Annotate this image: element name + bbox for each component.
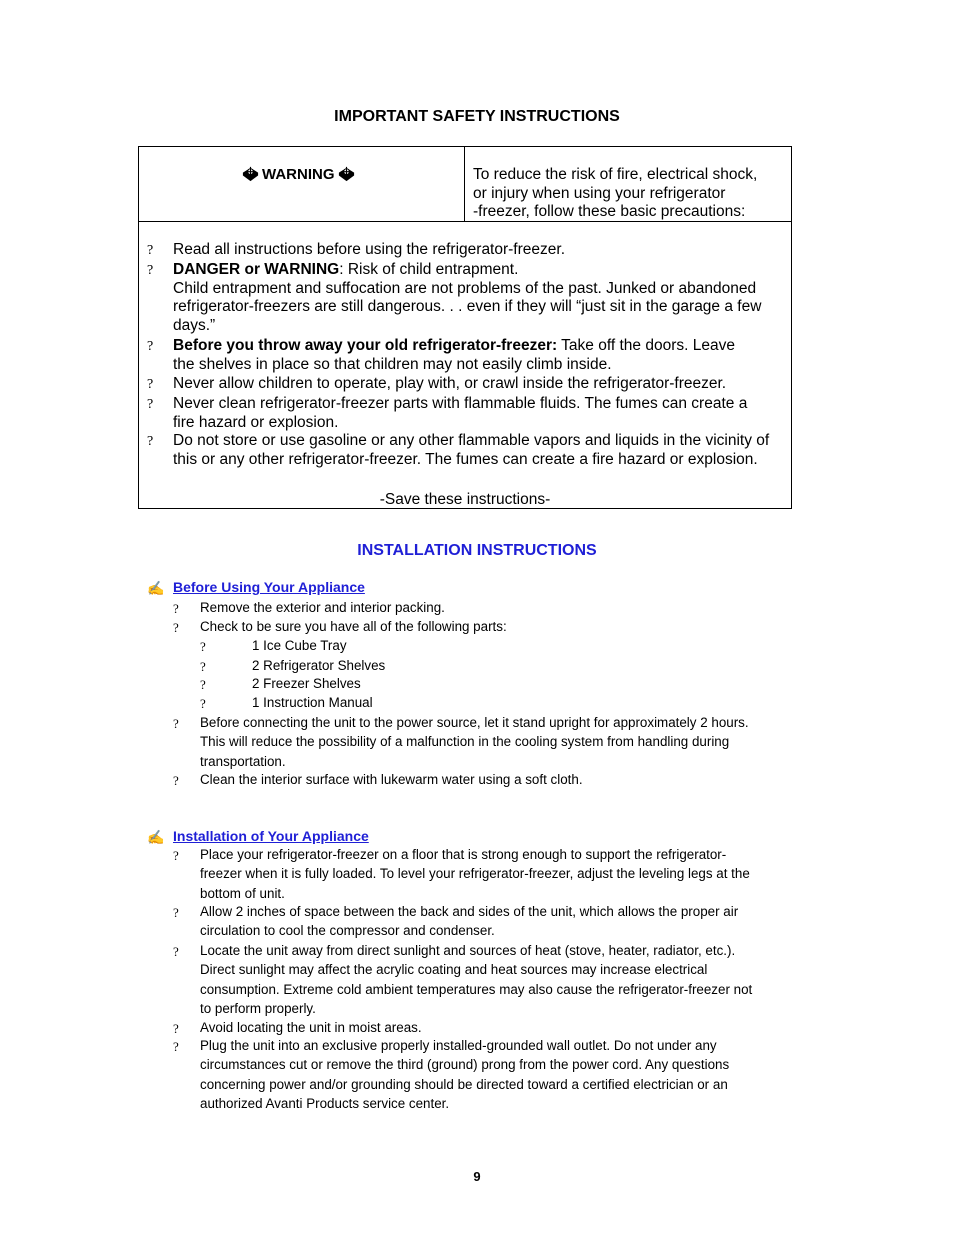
item-line: transportation. xyxy=(200,753,286,769)
bullet: ? xyxy=(173,848,179,863)
item-line: : Risk of child entrapment. xyxy=(339,261,519,278)
item-line: Take off the doors. Leave xyxy=(557,337,735,354)
bullet: ? xyxy=(173,1021,179,1036)
writing-hand-icon: ✍ xyxy=(147,829,165,845)
item-line: fire hazard or explosion. xyxy=(173,413,339,431)
bullet: ? xyxy=(147,263,154,278)
item-line: Direct sunlight may affect the acrylic coating and heat sources may increase electrical xyxy=(200,962,708,978)
safety-item xyxy=(173,432,788,469)
item-line: Check to be sure you have all of the following parts: xyxy=(200,619,507,634)
warning-label xyxy=(241,165,356,184)
page-title: IMPORTANT SAFETY INSTRUCTIONS xyxy=(334,108,620,125)
item-line: to perform properly. xyxy=(200,1000,316,1016)
list-item xyxy=(200,845,812,903)
precaution-line: -freezer, follow these basic precautions: xyxy=(473,203,746,220)
bullet: ? xyxy=(173,773,179,788)
item-line: This will reduce the possibility of a malfunction in the cooling system from handling during xyxy=(200,734,730,750)
part-item: 1 Instruction Manual xyxy=(252,695,373,710)
bullet: ? xyxy=(200,696,206,711)
bullet: ? xyxy=(173,716,179,731)
bullet: ? xyxy=(147,339,154,354)
item-line: Before connecting the unit to the power source, let it stand upright for approximately 2 hours. xyxy=(200,715,749,730)
safety-item xyxy=(173,337,788,374)
item-line: freezer when it is fully loaded. To level your refrigerator-freezer, adjust the leveling legs at the xyxy=(200,866,750,882)
bullet: ? xyxy=(200,639,206,654)
item-line: concerning power and/or grounding should be directed toward a certified electrician or an xyxy=(200,1076,728,1092)
part-item: 1 Ice Cube Tray xyxy=(252,638,347,653)
bullet: ? xyxy=(173,1039,179,1054)
bullet: ? xyxy=(173,905,179,920)
list-item xyxy=(200,598,811,617)
item-line: Child entrapment and suffocation are not problems of the past. Junked or abandoned xyxy=(173,279,757,297)
bullet: ? xyxy=(147,434,154,449)
bullet: ? xyxy=(147,397,154,412)
bullet: ? xyxy=(200,659,206,674)
precaution-text xyxy=(473,166,783,222)
item-bold: Before you throw away your old refrigerator-freezer: xyxy=(173,337,558,354)
item-line: Plug the unit into an exclusive properly installed-grounded wall outlet. Do not under any xyxy=(200,1038,717,1053)
safety-item xyxy=(173,261,788,336)
installation-link[interactable]: Installation of Your Appliance xyxy=(173,828,369,844)
save-instructions: -Save these instructions- xyxy=(379,491,551,508)
item-line: refrigerator-freezers are still dangerous. . . even if they will “just sit in the garage a few xyxy=(173,298,762,316)
list-item xyxy=(200,770,811,789)
bullet: ? xyxy=(200,677,206,692)
bullet: ? xyxy=(173,620,179,635)
item-line: bottom of unit. xyxy=(200,885,285,901)
item-line: authorized Avanti Products service center. xyxy=(200,1095,450,1111)
item-line: Never allow children to operate, play with, or crawl inside the refrigerator-freezer. xyxy=(173,375,727,392)
item-line: circulation to cool the compressor and condenser. xyxy=(200,923,495,939)
item-line: Remove the exterior and interior packing. xyxy=(200,600,445,615)
part-item: 2 Refrigerator Shelves xyxy=(252,658,386,673)
item-line: Locate the unit away from direct sunlight and sources of heat (stove, heater, radiator, etc.). xyxy=(200,943,736,958)
list-item xyxy=(200,941,812,1018)
list-item xyxy=(200,1036,812,1113)
item-line: Never clean refrigerator-freezer parts with flammable fluids. The fumes can create a xyxy=(173,395,748,412)
part-item: 2 Freezer Shelves xyxy=(252,676,361,691)
item-line: consumption. Extreme cold ambient temperatures may also cause the refrigerator-freezer not xyxy=(200,981,753,997)
page-number: 9 xyxy=(473,1169,481,1184)
safety-item xyxy=(173,241,788,260)
bullet: ? xyxy=(173,944,179,959)
item-bold: DANGER or WARNING xyxy=(173,261,340,278)
item-line: Do not store or use gasoline or any other flammable vapors and liquids in the vicinity of xyxy=(173,432,770,449)
installation-title: INSTALLATION INSTRUCTIONS xyxy=(357,542,597,559)
item-line: Avoid locating the unit in moist areas. xyxy=(200,1020,422,1035)
list-item xyxy=(200,617,811,636)
safety-box xyxy=(138,146,792,509)
writing-hand-icon: ✍ xyxy=(147,580,165,596)
item-line: Clean the interior surface with lukewarm water using a soft cloth. xyxy=(200,772,583,787)
item-line: circumstances cut or remove the third (ground) prong from the power cord. Any questions xyxy=(200,1057,730,1073)
before-using-link[interactable]: Before Using Your Appliance xyxy=(173,579,365,595)
warning-icon xyxy=(241,165,260,184)
item-line: Allow 2 inches of space between the back and sides of the unit, which allows the proper air xyxy=(200,904,739,919)
precaution-line: or injury when using your refrigerator xyxy=(473,184,726,202)
warning-icon xyxy=(337,165,356,184)
bullet: ? xyxy=(147,377,154,392)
list-item xyxy=(200,713,811,771)
precaution-line: To reduce the risk of fire, electrical shock, xyxy=(473,166,758,183)
safety-item xyxy=(173,375,788,394)
warning-text: WARNING xyxy=(262,166,335,183)
bullet: ? xyxy=(147,243,154,258)
safety-item xyxy=(173,395,788,432)
item-line: Place your refrigerator-freezer on a floor that is strong enough to support the refrigerator- xyxy=(200,847,727,862)
list-item xyxy=(200,902,812,941)
warning-header-row xyxy=(139,147,791,222)
divider xyxy=(464,147,465,221)
list-item xyxy=(200,1018,812,1037)
item-line: days.” xyxy=(173,317,216,335)
item-line: this or any other refrigerator-freezer. The fumes can create a fire hazard or explosion. xyxy=(173,450,758,468)
item-line: the shelves in place so that children may not easily climb inside. xyxy=(173,355,612,373)
item-line: Read all instructions before using the refrigerator-freezer. xyxy=(173,241,566,258)
bullet: ? xyxy=(173,601,179,616)
